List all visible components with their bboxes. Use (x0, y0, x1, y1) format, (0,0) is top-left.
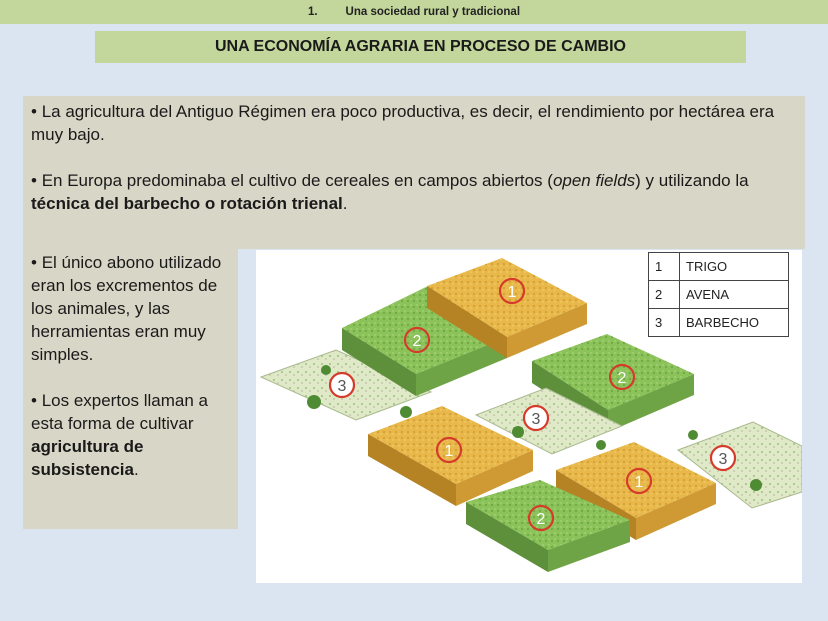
subsistence-term: agricultura de subsistencia (31, 437, 144, 479)
marker-label: 1 (634, 474, 644, 491)
marker-label: 2 (412, 333, 422, 350)
bullet-open-fields-text-2: ) y utilizando la (635, 171, 749, 190)
legend-number: 3 (649, 309, 680, 337)
legend-number: 1 (649, 253, 680, 281)
marker-label: 2 (617, 370, 627, 387)
legend-number: 2 (649, 281, 680, 309)
bullet-open-fields: • En Europa predominaba el cultivo de cereales en campos abiertos (open fields) y utilizando la técnica del barbecho o rotación trienal. (31, 171, 749, 213)
bullet-subsistence-text-2: . (134, 460, 139, 479)
marker-label: 3 (718, 451, 728, 468)
marker-3-back (330, 373, 354, 397)
bullet-open-fields-text-3: . (342, 194, 348, 213)
bullet-open-fields-text-1: En Europa predominaba el cultivo de cereales en campos abiertos ( (41, 171, 553, 190)
marker-3-right (711, 446, 735, 470)
legend-label: AVENA (680, 281, 789, 309)
legend-row (649, 309, 789, 337)
legend-label: TRIGO (680, 253, 789, 281)
bullet-subsistence: • Los expertos llaman a esta forma de cultivar agricultura de subsistencia. (31, 391, 209, 479)
bullet-productivity: • La agricultura del Antiguo Régimen era poco productiva, es decir, el rendimiento por hectárea era muy bajo. (31, 102, 775, 144)
bullet-fertilizer: • El único abono utilizado eran los excrementos de los animales, y las herramientas eran muy simples. (31, 253, 222, 364)
marker-label: 1 (444, 443, 454, 460)
marker-3-middle (524, 406, 548, 430)
fallow-technique-term: técnica del barbecho o rotación trienal (31, 194, 343, 213)
legend-row (649, 253, 789, 281)
section-header-bar (0, 0, 828, 24)
section-number: 1. (307, 6, 318, 18)
marker-label: 1 (507, 284, 517, 301)
bullet-productivity-text: La agricultura del Antiguo Régimen era poco productiva, es decir, el rendimiento por hectárea era muy bajo. (31, 102, 775, 144)
legend-row (649, 281, 789, 309)
crop-legend-table (648, 252, 789, 337)
legend-label: BARBECHO (680, 309, 789, 337)
marker-label: 2 (536, 511, 546, 528)
marker-label: 3 (337, 378, 347, 395)
marker-label: 3 (531, 411, 541, 428)
bullet-fertilizer-text: El único abono utilizado eran los excrementos de los animales, y las herramientas eran muy simples. (31, 253, 222, 364)
slide-title: UNA ECONOMÍA AGRARIA EN PROCESO DE CAMBIO (95, 31, 746, 63)
left-text-box (23, 249, 238, 529)
section-title: Una sociedad rural y tradicional (345, 6, 521, 18)
top-text-box (23, 96, 805, 249)
bullet-subsistence-text-1: Los expertos llaman a esta forma de cultivar (31, 391, 209, 433)
open-fields-term: open fields (552, 171, 636, 190)
